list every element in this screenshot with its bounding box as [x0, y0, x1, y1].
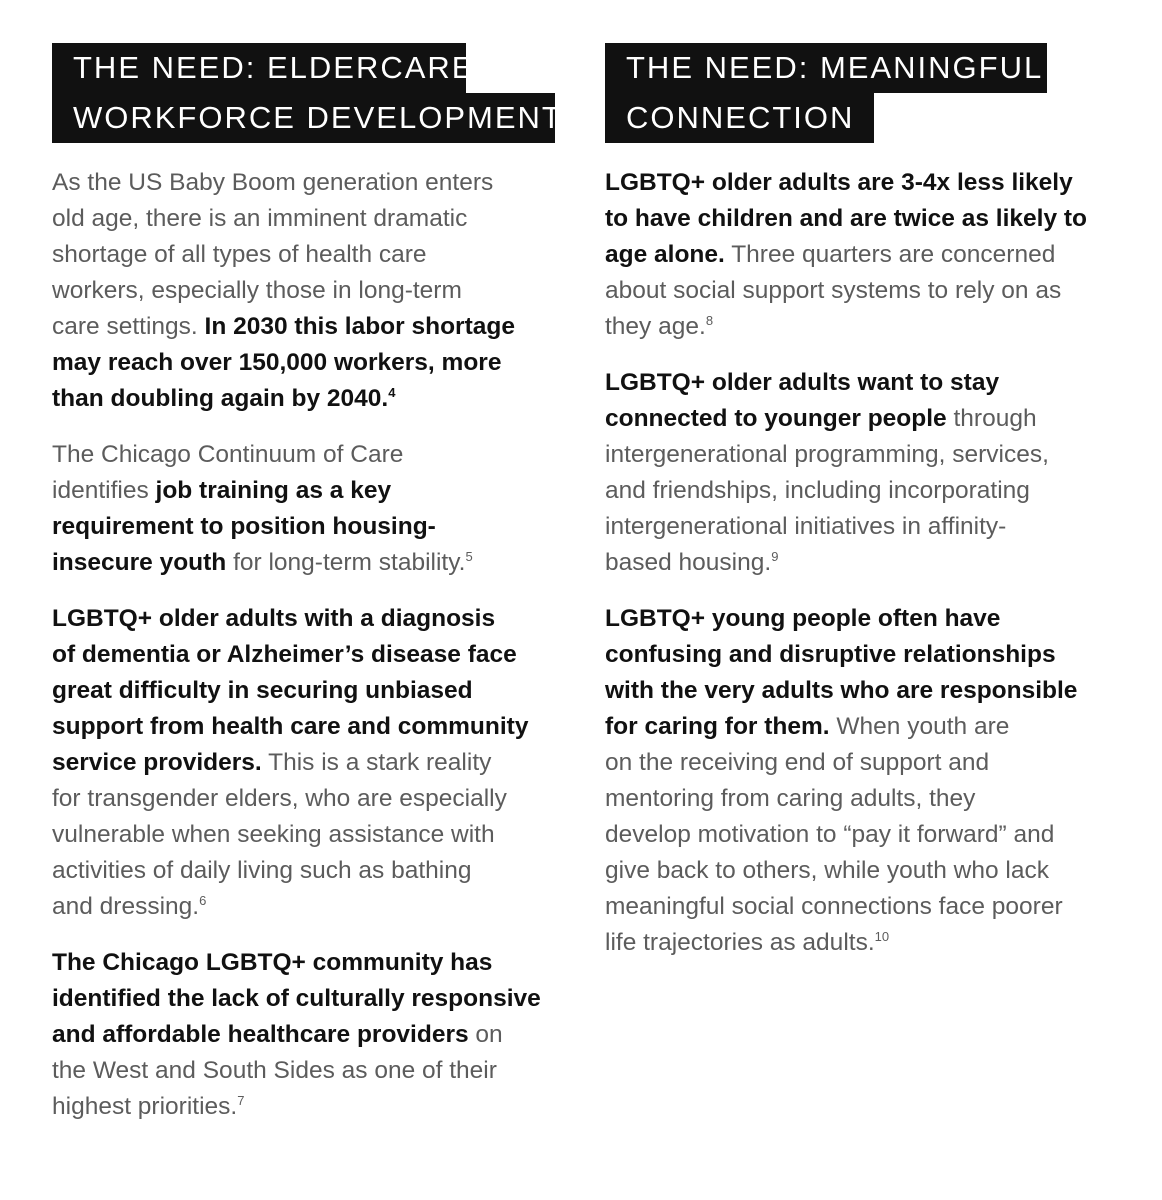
text-line: intergenerational initiatives in affinity-	[605, 513, 1007, 540]
emphasis-text: requirement to position housing-	[52, 513, 436, 540]
footnote-ref: 9	[771, 548, 779, 564]
left-column	[52, 43, 563, 1145]
footnote-ref: 6	[199, 892, 207, 908]
text-line: and friendships, including incorporating	[605, 477, 1030, 504]
emphasis-text: support from health care and community	[52, 713, 529, 740]
text-line: workers, especially those in long-term	[52, 277, 462, 304]
emphasis-text: In 2030 this labor shortage	[204, 313, 515, 340]
left-heading-line-2: WORKFORCE DEVELOPMENT	[52, 93, 555, 143]
emphasis-text: than doubling again by 2040.	[52, 385, 389, 412]
right-heading-line-2: CONNECTION	[605, 93, 874, 143]
emphasis-text: great difficulty in securing unbiased	[52, 677, 473, 704]
emphasis-text: of dementia or Alzheimer’s disease face	[52, 641, 517, 668]
footnote-ref: 4	[388, 384, 396, 400]
text-line: activities of daily living such as bathing	[52, 857, 472, 884]
text-line: through	[946, 405, 1037, 432]
right-paragraph-3	[605, 601, 1115, 961]
text-line: intergenerational programming, services,	[605, 441, 1049, 468]
text-line: When youth are	[829, 713, 1010, 740]
emphasis-text: job training as a key	[155, 477, 392, 504]
text-line: develop motivation to “pay it forward” and	[605, 821, 1055, 848]
text-line: highest priorities.	[52, 1093, 238, 1120]
emphasis-text: The Chicago LGBTQ+ community has	[52, 949, 493, 976]
left-paragraph-3	[52, 601, 552, 925]
text-line: about social support systems to rely on as	[605, 277, 1062, 304]
emphasis-text: and affordable healthcare providers	[52, 1021, 469, 1048]
emphasis-text: to have children and are twice as likely to	[605, 205, 1088, 232]
left-heading	[52, 43, 563, 143]
emphasis-text: may reach over 150,000 workers, more	[52, 349, 502, 376]
text-line: mentoring from caring adults, they	[605, 785, 976, 812]
text-line: and dressing.	[52, 893, 200, 920]
left-paragraph-1	[52, 165, 552, 417]
text-line: based housing.	[605, 549, 772, 576]
text-line: meaningful social connections face poorer	[605, 893, 1063, 920]
emphasis-text: for caring for them.	[605, 713, 830, 740]
emphasis-text: LGBTQ+ young people often have	[605, 605, 1001, 632]
left-paragraph-4	[52, 945, 552, 1125]
emphasis-text: LGBTQ+ older adults with a diagnosis	[52, 605, 496, 632]
emphasis-text: insecure youth	[52, 549, 227, 576]
text-line: old age, there is an imminent dramatic	[52, 205, 468, 232]
footnote-ref: 7	[237, 1092, 245, 1108]
emphasis-text: service providers.	[52, 749, 262, 776]
text-line: Three quarters are concerned	[724, 241, 1056, 268]
text-line: This is a stark reality	[261, 749, 492, 776]
text-line: identifies	[52, 477, 156, 504]
text-line: shortage of all types of health care	[52, 241, 427, 268]
text-line: for transgender elders, who are especially	[52, 785, 507, 812]
emphasis-text: LGBTQ+ older adults are 3-4x less likely	[605, 169, 1073, 196]
right-heading	[605, 43, 1115, 143]
emphasis-text: confusing and disruptive relationships	[605, 641, 1056, 668]
right-column	[605, 43, 1115, 981]
emphasis-text: with the very adults who are responsible	[605, 677, 1078, 704]
text-line: on	[468, 1021, 503, 1048]
left-heading-line-1: THE NEED: ELDERCARE	[52, 43, 466, 93]
text-line: vulnerable when seeking assistance with	[52, 821, 495, 848]
footnote-ref: 5	[465, 548, 473, 564]
footnote-ref: 8	[705, 312, 714, 328]
text-line: for long-term stability.	[226, 549, 466, 576]
right-heading-line-1: THE NEED: MEANINGFUL	[605, 43, 1047, 93]
text-line: the West and South Sides as one of their	[52, 1057, 497, 1084]
text-line: on the receiving end of support and	[605, 749, 990, 776]
emphasis-text: connected to younger people	[605, 405, 947, 432]
text-line: give back to others, while youth who lack	[605, 857, 1049, 884]
text-line: life trajectories as adults.	[605, 929, 875, 956]
text-line: As the US Baby Boom generation enters	[52, 169, 494, 196]
text-line: The Chicago Continuum of Care	[52, 441, 404, 468]
emphasis-text: age alone.	[605, 241, 725, 268]
emphasis-text: LGBTQ+ older adults want to stay	[605, 369, 1000, 396]
right-paragraph-2	[605, 365, 1115, 581]
right-paragraph-1	[605, 165, 1115, 345]
emphasis-text: identified the lack of culturally responsive	[52, 985, 541, 1012]
left-paragraph-2	[52, 437, 552, 581]
footnote-ref: 10	[874, 928, 890, 944]
text-line: they age.	[605, 313, 706, 340]
text-line: care settings.	[52, 313, 205, 340]
